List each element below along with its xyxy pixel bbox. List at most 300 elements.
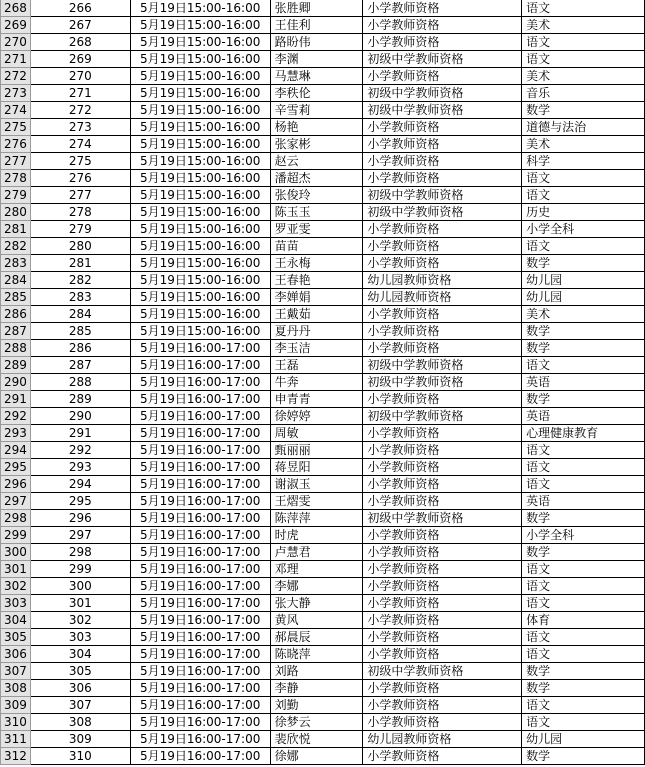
cell-subject[interactable]: 道德与法治 <box>522 119 645 136</box>
cell-seq-number[interactable]: 289 <box>30 391 130 408</box>
cell-subject[interactable]: 数学 <box>522 340 645 357</box>
cell-seq-number[interactable]: 266 <box>30 0 130 17</box>
row-header[interactable]: 271 <box>1 51 31 68</box>
cell-time[interactable]: 5月19日15:00-16:00 <box>130 289 270 306</box>
row-header[interactable]: 286 <box>1 306 31 323</box>
cell-certificate[interactable]: 小学教师资格 <box>363 0 522 17</box>
row-header[interactable]: 279 <box>1 187 31 204</box>
cell-certificate[interactable]: 幼儿园教师资格 <box>363 731 522 748</box>
row-header[interactable]: 285 <box>1 289 31 306</box>
row-header[interactable]: 299 <box>1 527 31 544</box>
table-row <box>1 493 645 510</box>
row-header[interactable]: 302 <box>1 578 31 595</box>
row-header[interactable]: 295 <box>1 459 31 476</box>
cell-subject[interactable]: 语文 <box>522 442 645 459</box>
cell-subject[interactable]: 数学 <box>522 255 645 272</box>
row-header[interactable]: 310 <box>1 714 31 731</box>
table-row <box>1 85 645 102</box>
cell-name[interactable]: 王磊 <box>270 357 363 374</box>
cell-certificate[interactable]: 小学教师资格 <box>363 255 522 272</box>
cell-time[interactable]: 5月19日15:00-16:00 <box>130 85 270 102</box>
row-header[interactable]: 272 <box>1 68 31 85</box>
cell-subject[interactable]: 历史 <box>522 204 645 221</box>
cell-subject[interactable]: 数学 <box>522 510 645 527</box>
cell-subject[interactable]: 英语 <box>522 493 645 510</box>
row-header[interactable]: 291 <box>1 391 31 408</box>
cell-subject[interactable]: 美术 <box>522 68 645 85</box>
cell-time[interactable]: 5月19日15:00-16:00 <box>130 17 270 34</box>
row-header[interactable]: 290 <box>1 374 31 391</box>
row-header[interactable]: 283 <box>1 255 31 272</box>
cell-time[interactable]: 5月19日16:00-17:00 <box>130 544 270 561</box>
cell-seq-number[interactable]: 305 <box>30 663 130 680</box>
cell-subject[interactable]: 美术 <box>522 17 645 34</box>
cell-name[interactable]: 徐婷婷 <box>270 408 363 425</box>
cell-time[interactable]: 5月19日15:00-16:00 <box>130 51 270 68</box>
cell-certificate[interactable]: 小学教师资格 <box>363 459 522 476</box>
cell-certificate[interactable]: 小学教师资格 <box>363 714 522 731</box>
cell-subject[interactable]: 幼儿园 <box>522 272 645 289</box>
cell-name[interactable]: 张俊玲 <box>270 187 363 204</box>
cell-time[interactable]: 5月19日15:00-16:00 <box>130 204 270 221</box>
cell-seq-number[interactable]: 277 <box>30 187 130 204</box>
cell-name[interactable]: 罗亚雯 <box>270 221 363 238</box>
cell-name[interactable]: 陈萍萍 <box>270 510 363 527</box>
cell-seq-number[interactable]: 290 <box>30 408 130 425</box>
cell-seq-number[interactable]: 308 <box>30 714 130 731</box>
cell-certificate[interactable]: 初级中学教师资格 <box>363 510 522 527</box>
cell-name[interactable]: 裴欣悦 <box>270 731 363 748</box>
table-row <box>1 204 645 221</box>
row-header[interactable]: 301 <box>1 561 31 578</box>
cell-name[interactable]: 黄风 <box>270 612 363 629</box>
cell-certificate[interactable]: 小学教师资格 <box>363 34 522 51</box>
table-row <box>1 153 645 170</box>
table-row <box>1 731 645 748</box>
cell-name[interactable]: 李渊 <box>270 51 363 68</box>
cell-name[interactable]: 苗苗 <box>270 238 363 255</box>
cell-subject[interactable]: 语文 <box>522 578 645 595</box>
cell-seq-number[interactable]: 272 <box>30 102 130 119</box>
cell-seq-number[interactable]: 286 <box>30 340 130 357</box>
cell-time[interactable]: 5月19日15:00-16:00 <box>130 136 270 153</box>
cell-certificate[interactable]: 小学教师资格 <box>363 697 522 714</box>
cell-subject[interactable]: 语文 <box>522 170 645 187</box>
cell-subject[interactable]: 心理健康教育 <box>522 425 645 442</box>
row-header[interactable]: 282 <box>1 238 31 255</box>
cell-certificate[interactable]: 小学教师资格 <box>363 527 522 544</box>
cell-time[interactable]: 5月19日15:00-16:00 <box>130 170 270 187</box>
cell-seq-number[interactable]: 292 <box>30 442 130 459</box>
cell-name[interactable]: 邓理 <box>270 561 363 578</box>
table-row <box>1 17 645 34</box>
row-header[interactable]: 307 <box>1 663 31 680</box>
cell-certificate[interactable]: 小学教师资格 <box>363 561 522 578</box>
cell-seq-number[interactable]: 284 <box>30 306 130 323</box>
cell-name[interactable]: 时虎 <box>270 527 363 544</box>
cell-time[interactable]: 5月19日15:00-16:00 <box>130 221 270 238</box>
cell-certificate[interactable]: 幼儿园教师资格 <box>363 272 522 289</box>
cell-subject[interactable]: 数学 <box>522 663 645 680</box>
cell-time[interactable]: 5月19日16:00-17:00 <box>130 493 270 510</box>
cell-certificate[interactable]: 幼儿园教师资格 <box>363 289 522 306</box>
row-header[interactable]: 284 <box>1 272 31 289</box>
row-header[interactable]: 305 <box>1 629 31 646</box>
cell-certificate[interactable]: 初级中学教师资格 <box>363 357 522 374</box>
table-row <box>1 323 645 340</box>
cell-seq-number[interactable]: 309 <box>30 731 130 748</box>
cell-name[interactable]: 马慧琳 <box>270 68 363 85</box>
cell-time[interactable]: 5月19日16:00-17:00 <box>130 561 270 578</box>
cell-name[interactable]: 周敏 <box>270 425 363 442</box>
cell-name[interactable]: 潘超杰 <box>270 170 363 187</box>
cell-subject[interactable]: 语文 <box>522 51 645 68</box>
cell-certificate[interactable]: 小学教师资格 <box>363 17 522 34</box>
table-row <box>1 476 645 493</box>
cell-seq-number[interactable]: 273 <box>30 119 130 136</box>
cell-subject[interactable]: 幼儿园 <box>522 731 645 748</box>
cell-certificate[interactable]: 初级中学教师资格 <box>363 102 522 119</box>
row-header[interactable]: 268 <box>1 0 31 17</box>
cell-certificate[interactable]: 小学教师资格 <box>363 578 522 595</box>
cell-seq-number[interactable]: 301 <box>30 595 130 612</box>
cell-subject[interactable]: 语文 <box>522 561 645 578</box>
cell-seq-number[interactable]: 307 <box>30 697 130 714</box>
cell-certificate[interactable]: 小学教师资格 <box>363 68 522 85</box>
cell-seq-number[interactable]: 285 <box>30 323 130 340</box>
cell-seq-number[interactable]: 291 <box>30 425 130 442</box>
row-header[interactable]: 294 <box>1 442 31 459</box>
cell-time[interactable]: 5月19日15:00-16:00 <box>130 323 270 340</box>
cell-subject[interactable]: 数学 <box>522 323 645 340</box>
cell-certificate[interactable]: 初级中学教师资格 <box>363 204 522 221</box>
cell-time[interactable]: 5月19日16:00-17:00 <box>130 408 270 425</box>
cell-subject[interactable]: 语文 <box>522 187 645 204</box>
cell-name[interactable]: 陈晓萍 <box>270 646 363 663</box>
cell-seq-number[interactable]: 275 <box>30 153 130 170</box>
row-header[interactable]: 273 <box>1 85 31 102</box>
cell-subject[interactable]: 语文 <box>522 459 645 476</box>
cell-seq-number[interactable]: 304 <box>30 646 130 663</box>
table-row <box>1 374 645 391</box>
cell-subject[interactable]: 语文 <box>522 697 645 714</box>
cell-subject[interactable]: 小学全科 <box>522 221 645 238</box>
cell-name[interactable]: 陈玉玉 <box>270 204 363 221</box>
cell-certificate[interactable]: 初级中学教师资格 <box>363 663 522 680</box>
cell-seq-number[interactable]: 280 <box>30 238 130 255</box>
cell-name[interactable]: 王熠雯 <box>270 493 363 510</box>
cell-certificate[interactable]: 小学教师资格 <box>363 748 522 765</box>
table-row <box>1 714 645 731</box>
cell-subject[interactable]: 数学 <box>522 102 645 119</box>
table-row <box>1 357 645 374</box>
cell-time[interactable]: 5月19日16:00-17:00 <box>130 476 270 493</box>
cell-certificate[interactable]: 小学教师资格 <box>363 595 522 612</box>
cell-certificate[interactable]: 小学教师资格 <box>363 391 522 408</box>
table-row <box>1 102 645 119</box>
cell-subject[interactable]: 语文 <box>522 646 645 663</box>
row-header[interactable]: 280 <box>1 204 31 221</box>
table-row <box>1 663 645 680</box>
row-header[interactable]: 287 <box>1 323 31 340</box>
table-row <box>1 272 645 289</box>
cell-subject[interactable]: 英语 <box>522 408 645 425</box>
cell-name[interactable]: 张胜卿 <box>270 0 363 17</box>
cell-subject[interactable]: 音乐 <box>522 85 645 102</box>
cell-subject[interactable]: 语文 <box>522 0 645 17</box>
cell-time[interactable]: 5月19日15:00-16:00 <box>130 255 270 272</box>
cell-certificate[interactable]: 小学教师资格 <box>363 136 522 153</box>
cell-seq-number[interactable]: 299 <box>30 561 130 578</box>
cell-time[interactable]: 5月19日16:00-17:00 <box>130 680 270 697</box>
cell-subject[interactable]: 语文 <box>522 714 645 731</box>
table-row <box>1 544 645 561</box>
cell-name[interactable]: 申青青 <box>270 391 363 408</box>
cell-name[interactable]: 赵云 <box>270 153 363 170</box>
cell-seq-number[interactable]: 283 <box>30 289 130 306</box>
cell-certificate[interactable]: 小学教师资格 <box>363 119 522 136</box>
row-header[interactable]: 303 <box>1 595 31 612</box>
table-row <box>1 51 645 68</box>
cell-subject[interactable]: 语文 <box>522 238 645 255</box>
cell-name[interactable]: 谢淑玉 <box>270 476 363 493</box>
cell-subject[interactable]: 美术 <box>522 306 645 323</box>
cell-time[interactable]: 5月19日16:00-17:00 <box>130 646 270 663</box>
cell-seq-number[interactable]: 306 <box>30 680 130 697</box>
cell-name[interactable]: 辛雪莉 <box>270 102 363 119</box>
cell-subject[interactable]: 英语 <box>522 374 645 391</box>
cell-subject[interactable]: 语文 <box>522 34 645 51</box>
cell-time[interactable]: 5月19日16:00-17:00 <box>130 374 270 391</box>
cell-certificate[interactable]: 初级中学教师资格 <box>363 408 522 425</box>
cell-time[interactable]: 5月19日16:00-17:00 <box>130 629 270 646</box>
row-header[interactable]: 304 <box>1 612 31 629</box>
cell-name[interactable]: 张家彬 <box>270 136 363 153</box>
cell-seq-number[interactable]: 297 <box>30 527 130 544</box>
cell-seq-number[interactable]: 295 <box>30 493 130 510</box>
cell-name[interactable]: 卢慧君 <box>270 544 363 561</box>
cell-name[interactable]: 刘路 <box>270 663 363 680</box>
cell-subject[interactable]: 体育 <box>522 612 645 629</box>
cell-subject[interactable]: 数学 <box>522 391 645 408</box>
cell-time[interactable]: 5月19日15:00-16:00 <box>130 238 270 255</box>
cell-seq-number[interactable]: 269 <box>30 51 130 68</box>
cell-seq-number[interactable]: 281 <box>30 255 130 272</box>
cell-name[interactable]: 杨艳 <box>270 119 363 136</box>
cell-certificate[interactable]: 小学教师资格 <box>363 170 522 187</box>
table-row <box>1 408 645 425</box>
cell-certificate[interactable]: 小学教师资格 <box>363 493 522 510</box>
cell-name[interactable]: 李玉洁 <box>270 340 363 357</box>
cell-certificate[interactable]: 小学教师资格 <box>363 340 522 357</box>
cell-name[interactable]: 路盼伟 <box>270 34 363 51</box>
cell-time[interactable]: 5月19日15:00-16:00 <box>130 187 270 204</box>
cell-certificate[interactable]: 小学教师资格 <box>363 238 522 255</box>
cell-name[interactable]: 李娜 <box>270 578 363 595</box>
cell-seq-number[interactable]: 293 <box>30 459 130 476</box>
cell-name[interactable]: 张大静 <box>270 595 363 612</box>
cell-time[interactable]: 5月19日16:00-17:00 <box>130 442 270 459</box>
cell-name[interactable]: 王春艳 <box>270 272 363 289</box>
cell-seq-number[interactable]: 288 <box>30 374 130 391</box>
cell-seq-number[interactable]: 300 <box>30 578 130 595</box>
row-header[interactable]: 297 <box>1 493 31 510</box>
cell-certificate[interactable]: 小学教师资格 <box>363 646 522 663</box>
cell-seq-number[interactable]: 274 <box>30 136 130 153</box>
cell-subject[interactable]: 幼儿园 <box>522 289 645 306</box>
table-row <box>1 510 645 527</box>
cell-seq-number[interactable]: 303 <box>30 629 130 646</box>
cell-seq-number[interactable]: 282 <box>30 272 130 289</box>
row-header[interactable]: 289 <box>1 357 31 374</box>
cell-time[interactable]: 5月19日16:00-17:00 <box>130 510 270 527</box>
cell-subject[interactable]: 数学 <box>522 544 645 561</box>
row-header[interactable]: 288 <box>1 340 31 357</box>
cell-subject[interactable]: 语文 <box>522 476 645 493</box>
cell-name[interactable]: 徐娜 <box>270 748 363 765</box>
cell-seq-number[interactable]: 276 <box>30 170 130 187</box>
row-header[interactable]: 281 <box>1 221 31 238</box>
row-header[interactable]: 274 <box>1 102 31 119</box>
table-row <box>1 595 645 612</box>
cell-time[interactable]: 5月19日16:00-17:00 <box>130 748 270 765</box>
cell-certificate[interactable]: 小学教师资格 <box>363 680 522 697</box>
cell-certificate[interactable]: 小学教师资格 <box>363 442 522 459</box>
cell-time[interactable]: 5月19日15:00-16:00 <box>130 153 270 170</box>
cell-subject[interactable]: 数学 <box>522 680 645 697</box>
cell-name[interactable]: 蒋昱阳 <box>270 459 363 476</box>
cell-certificate[interactable]: 小学教师资格 <box>363 476 522 493</box>
table-row <box>1 748 645 765</box>
row-header[interactable]: 298 <box>1 510 31 527</box>
cell-seq-number[interactable]: 287 <box>30 357 130 374</box>
cell-name[interactable]: 郝晨辰 <box>270 629 363 646</box>
table-row <box>1 306 645 323</box>
row-header[interactable]: 308 <box>1 680 31 697</box>
cell-seq-number[interactable]: 271 <box>30 85 130 102</box>
cell-certificate[interactable]: 小学教师资格 <box>363 153 522 170</box>
cell-seq-number[interactable]: 268 <box>30 34 130 51</box>
row-header[interactable]: 309 <box>1 697 31 714</box>
cell-time[interactable]: 5月19日16:00-17:00 <box>130 425 270 442</box>
cell-certificate[interactable]: 初级中学教师资格 <box>363 85 522 102</box>
cell-certificate[interactable]: 小学教师资格 <box>363 323 522 340</box>
row-header[interactable]: 300 <box>1 544 31 561</box>
table-row <box>1 561 645 578</box>
cell-time[interactable]: 5月19日15:00-16:00 <box>130 34 270 51</box>
row-header[interactable]: 311 <box>1 731 31 748</box>
cell-subject[interactable]: 语文 <box>522 629 645 646</box>
cell-subject[interactable]: 数学 <box>522 748 645 765</box>
cell-certificate[interactable]: 初级中学教师资格 <box>363 374 522 391</box>
cell-time[interactable]: 5月19日15:00-16:00 <box>130 272 270 289</box>
cell-seq-number[interactable]: 270 <box>30 68 130 85</box>
cell-name[interactable]: 徐梦云 <box>270 714 363 731</box>
cell-time[interactable]: 5月19日16:00-17:00 <box>130 697 270 714</box>
cell-seq-number[interactable]: 310 <box>30 748 130 765</box>
cell-certificate[interactable]: 初级中学教师资格 <box>363 187 522 204</box>
row-header[interactable]: 292 <box>1 408 31 425</box>
cell-seq-number[interactable]: 294 <box>30 476 130 493</box>
cell-seq-number[interactable]: 279 <box>30 221 130 238</box>
cell-time[interactable]: 5月19日15:00-16:00 <box>130 68 270 85</box>
cell-time[interactable]: 5月19日16:00-17:00 <box>130 663 270 680</box>
row-header[interactable]: 275 <box>1 119 31 136</box>
cell-name[interactable]: 刘勤 <box>270 697 363 714</box>
cell-seq-number[interactable]: 296 <box>30 510 130 527</box>
cell-subject[interactable]: 美术 <box>522 136 645 153</box>
table-row <box>1 442 645 459</box>
cell-time[interactable]: 5月19日16:00-17:00 <box>130 612 270 629</box>
table-row <box>1 289 645 306</box>
row-header[interactable]: 270 <box>1 34 31 51</box>
cell-name[interactable]: 李静 <box>270 680 363 697</box>
cell-time[interactable]: 5月19日15:00-16:00 <box>130 0 270 17</box>
cell-name[interactable]: 李婵娟 <box>270 289 363 306</box>
row-header[interactable]: 293 <box>1 425 31 442</box>
cell-certificate[interactable]: 小学教师资格 <box>363 425 522 442</box>
cell-subject[interactable]: 小学全科 <box>522 527 645 544</box>
spreadsheet-body <box>1 0 645 765</box>
row-header[interactable]: 296 <box>1 476 31 493</box>
row-header[interactable]: 269 <box>1 17 31 34</box>
table-row <box>1 170 645 187</box>
table-row <box>1 187 645 204</box>
cell-name[interactable]: 夏丹丹 <box>270 323 363 340</box>
cell-subject[interactable]: 科学 <box>522 153 645 170</box>
cell-seq-number[interactable]: 267 <box>30 17 130 34</box>
cell-seq-number[interactable]: 302 <box>30 612 130 629</box>
cell-time[interactable]: 5月19日16:00-17:00 <box>130 578 270 595</box>
cell-name[interactable]: 牛奔 <box>270 374 363 391</box>
cell-certificate[interactable]: 小学教师资格 <box>363 221 522 238</box>
cell-time[interactable]: 5月19日16:00-17:00 <box>130 714 270 731</box>
cell-time[interactable]: 5月19日16:00-17:00 <box>130 527 270 544</box>
cell-time[interactable]: 5月19日15:00-16:00 <box>130 119 270 136</box>
cell-name[interactable]: 王永梅 <box>270 255 363 272</box>
row-header[interactable]: 276 <box>1 136 31 153</box>
row-header[interactable]: 306 <box>1 646 31 663</box>
cell-certificate[interactable]: 小学教师资格 <box>363 544 522 561</box>
cell-certificate[interactable]: 初级中学教师资格 <box>363 51 522 68</box>
cell-time[interactable]: 5月19日16:00-17:00 <box>130 357 270 374</box>
cell-certificate[interactable]: 小学教师资格 <box>363 612 522 629</box>
cell-time[interactable]: 5月19日16:00-17:00 <box>130 459 270 476</box>
cell-time[interactable]: 5月19日16:00-17:00 <box>130 731 270 748</box>
cell-subject[interactable]: 语文 <box>522 357 645 374</box>
row-header[interactable]: 278 <box>1 170 31 187</box>
row-header[interactable]: 277 <box>1 153 31 170</box>
cell-subject[interactable]: 语文 <box>522 595 645 612</box>
table-row <box>1 680 645 697</box>
cell-name[interactable]: 甄丽丽 <box>270 442 363 459</box>
cell-name[interactable]: 王戴茹 <box>270 306 363 323</box>
cell-time[interactable]: 5月19日15:00-16:00 <box>130 102 270 119</box>
row-header[interactable]: 312 <box>1 748 31 765</box>
cell-certificate[interactable]: 小学教师资格 <box>363 629 522 646</box>
cell-name[interactable]: 王佳利 <box>270 17 363 34</box>
cell-time[interactable]: 5月19日15:00-16:00 <box>130 306 270 323</box>
cell-certificate[interactable]: 小学教师资格 <box>363 306 522 323</box>
cell-time[interactable]: 5月19日16:00-17:00 <box>130 340 270 357</box>
cell-seq-number[interactable]: 278 <box>30 204 130 221</box>
cell-time[interactable]: 5月19日16:00-17:00 <box>130 391 270 408</box>
table-row <box>1 459 645 476</box>
cell-seq-number[interactable]: 298 <box>30 544 130 561</box>
cell-name[interactable]: 李秩伦 <box>270 85 363 102</box>
table-row <box>1 612 645 629</box>
cell-time[interactable]: 5月19日16:00-17:00 <box>130 595 270 612</box>
